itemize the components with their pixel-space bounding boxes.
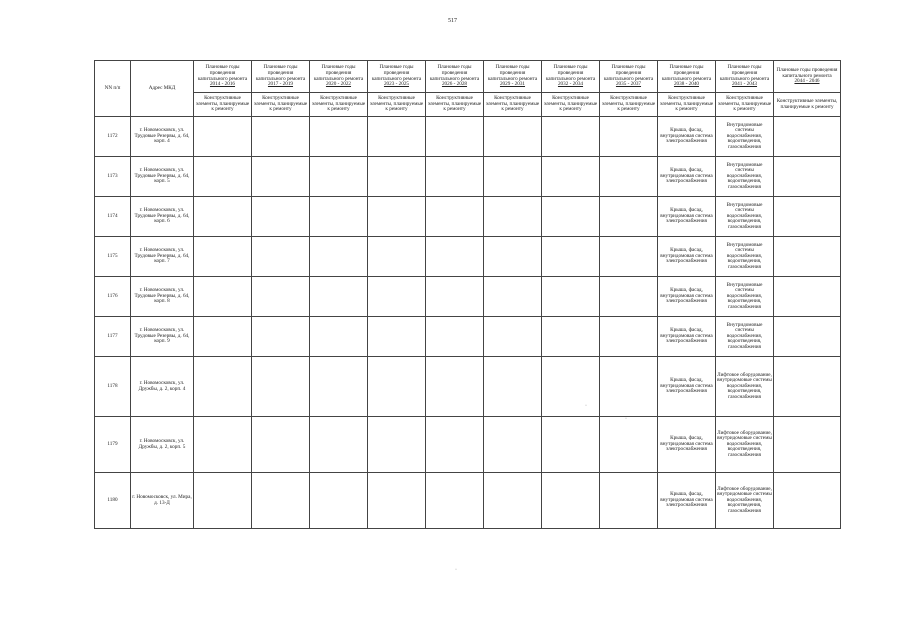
kind-header: Конструктивные элементы, планируемые к ремонту bbox=[716, 93, 774, 117]
empty-work-cell bbox=[426, 237, 484, 277]
table-body bbox=[95, 117, 841, 529]
kind-header: Конструктивные элементы, планируемые к ремонту bbox=[252, 93, 310, 117]
empty-work-cell bbox=[426, 277, 484, 317]
empty-work-cell bbox=[252, 473, 310, 529]
empty-work-cell bbox=[426, 317, 484, 357]
row-address: г. Новомосковск, ул. Трудовые Резервы, д. 64, корп. 6 bbox=[131, 197, 194, 237]
table-row bbox=[95, 277, 841, 317]
empty-work-cell bbox=[426, 357, 484, 417]
period-years: 2014 - 2016 bbox=[209, 81, 236, 88]
empty-work-cell bbox=[774, 197, 841, 237]
period-years: 2029 - 2031 bbox=[499, 81, 526, 88]
empty-work-cell bbox=[484, 237, 542, 277]
work-2041-2043: Внутридомовые системы водоснабжения, водоотведения, газоснабжения bbox=[716, 237, 774, 277]
kind-header: Конструктивные элементы, планируемые к ремонту bbox=[426, 93, 484, 117]
work-2041-2043: Внутридомовые системы водоснабжения, водоотведения, газоснабжения bbox=[716, 157, 774, 197]
empty-work-cell bbox=[368, 317, 426, 357]
empty-work-cell bbox=[484, 357, 542, 417]
empty-work-cell bbox=[542, 197, 600, 237]
table-row bbox=[95, 117, 841, 157]
empty-work-cell bbox=[426, 157, 484, 197]
kind-header: Конструктивные элементы, планируемые к ремонту bbox=[484, 93, 542, 117]
row-address: г. Новомосковск, ул. Трудовые Резервы, д. 64, корп. 4 bbox=[131, 117, 194, 157]
empty-work-cell bbox=[426, 117, 484, 157]
empty-work-cell bbox=[484, 157, 542, 197]
period-label: Плановые годы проведения капитального ремонта bbox=[719, 64, 770, 82]
empty-work-cell bbox=[774, 473, 841, 529]
work-2041-2043: Внутридомовые системы водоснабжения, водоотведения, газоснабжения bbox=[716, 197, 774, 237]
empty-work-cell bbox=[252, 237, 310, 277]
row-number: 1178 bbox=[95, 357, 131, 417]
row-address: г. Новомосковск, ул. Мира, д. 13-Д bbox=[131, 473, 194, 529]
kind-header: Конструктивные элементы, планируемые к ремонту bbox=[542, 93, 600, 117]
work-2038-2040: Крыша, фасад, внутридомовая система электроснабжения bbox=[658, 117, 716, 157]
empty-work-cell bbox=[600, 417, 658, 473]
empty-work-cell bbox=[774, 277, 841, 317]
period-header bbox=[426, 61, 484, 93]
row-address: г. Новомосковск, ул. Трудовые Резервы, д. 64, корп. 8 bbox=[131, 277, 194, 317]
row-address: г. Новомосковск, ул. Дружбы, д. 2, корп. 4 bbox=[131, 357, 194, 417]
empty-work-cell bbox=[252, 317, 310, 357]
empty-work-cell bbox=[194, 317, 252, 357]
empty-work-cell bbox=[368, 237, 426, 277]
empty-work-cell bbox=[484, 197, 542, 237]
empty-work-cell bbox=[252, 417, 310, 473]
empty-work-cell bbox=[600, 157, 658, 197]
period-label: Плановые годы проведения капитального ремонта bbox=[487, 64, 538, 82]
work-2038-2040: Крыша, фасад, внутридомовая система электроснабжения bbox=[658, 357, 716, 417]
address-column-header: Адрес МКД bbox=[131, 61, 194, 117]
row-number: 1173 bbox=[95, 157, 131, 197]
empty-work-cell bbox=[252, 277, 310, 317]
row-number: 1175 bbox=[95, 237, 131, 277]
empty-work-cell bbox=[194, 237, 252, 277]
period-label: Плановые годы проведения капитального ремонта bbox=[776, 67, 838, 79]
empty-work-cell bbox=[310, 237, 368, 277]
period-label: Плановые годы проведения капитального ремонта bbox=[197, 64, 248, 82]
empty-work-cell bbox=[542, 473, 600, 529]
period-years: 2032 - 2034 bbox=[557, 81, 584, 88]
empty-work-cell bbox=[194, 357, 252, 417]
empty-work-cell bbox=[774, 157, 841, 197]
row-address: г. Новомосковск, ул. Трудовые Резервы, д. 64, корп. 5 bbox=[131, 157, 194, 197]
kind-header: Конструктивные элементы, планируемые к ремонту bbox=[194, 93, 252, 117]
empty-work-cell bbox=[542, 277, 600, 317]
work-2038-2040: Крыша, фасад, внутридомовая система электроснабжения bbox=[658, 473, 716, 529]
period-header bbox=[252, 61, 310, 93]
period-label: Плановые годы проведения капитального ремонта bbox=[661, 64, 712, 82]
empty-work-cell bbox=[368, 357, 426, 417]
empty-work-cell bbox=[368, 417, 426, 473]
empty-work-cell bbox=[310, 157, 368, 197]
kind-header: Конструктивные элементы, планируемые к ремонту bbox=[600, 93, 658, 117]
period-years: 2041 - 2043 bbox=[731, 81, 758, 88]
empty-work-cell bbox=[774, 357, 841, 417]
row-address: г. Новомосковск, ул. Трудовые Резервы, д. 64, корп. 9 bbox=[131, 317, 194, 357]
empty-work-cell bbox=[194, 277, 252, 317]
empty-work-cell bbox=[194, 157, 252, 197]
work-2038-2040: Крыша, фасад, внутридомовая система электроснабжения bbox=[658, 277, 716, 317]
empty-work-cell bbox=[194, 417, 252, 473]
empty-work-cell bbox=[484, 117, 542, 157]
empty-work-cell bbox=[368, 473, 426, 529]
work-2038-2040: Крыша, фасад, внутридомовая система электроснабжения bbox=[658, 157, 716, 197]
scan-speck: · bbox=[455, 567, 457, 573]
empty-work-cell bbox=[252, 357, 310, 417]
empty-work-cell bbox=[310, 357, 368, 417]
period-years: 2044 - 2046 bbox=[794, 78, 820, 85]
work-2038-2040: Крыша, фасад, внутридомовая система электроснабжения bbox=[658, 317, 716, 357]
empty-work-cell bbox=[310, 417, 368, 473]
period-label: Плановые годы проведения капитального ремонта bbox=[603, 64, 654, 82]
empty-work-cell bbox=[600, 473, 658, 529]
empty-work-cell bbox=[774, 117, 841, 157]
empty-work-cell bbox=[600, 277, 658, 317]
table-row bbox=[95, 197, 841, 237]
period-years: 2023 - 2025 bbox=[383, 81, 410, 88]
empty-work-cell bbox=[310, 277, 368, 317]
empty-work-cell bbox=[252, 157, 310, 197]
empty-work-cell bbox=[194, 197, 252, 237]
empty-work-cell bbox=[484, 417, 542, 473]
work-2041-2043: Внутридомовые системы водоснабжения, водоотведения, газоснабжения bbox=[716, 277, 774, 317]
empty-work-cell bbox=[252, 197, 310, 237]
work-2038-2040: Крыша, фасад, внутридомовая система электроснабжения bbox=[658, 237, 716, 277]
row-address: г. Новомосковск, ул. Дружбы, д. 2, корп. 5 bbox=[131, 417, 194, 473]
period-header bbox=[658, 61, 716, 93]
empty-work-cell bbox=[484, 317, 542, 357]
empty-work-cell bbox=[310, 473, 368, 529]
empty-work-cell bbox=[542, 157, 600, 197]
row-number: 1180 bbox=[95, 473, 131, 529]
work-2038-2040: Крыша, фасад, внутридомовая система электроснабжения bbox=[658, 197, 716, 237]
period-label: Плановые годы проведения капитального ремонта bbox=[545, 64, 596, 82]
period-label: Плановые годы проведения капитального ремонта bbox=[255, 64, 306, 82]
period-header bbox=[716, 61, 774, 93]
row-number: 1176 bbox=[95, 277, 131, 317]
row-number: 1174 bbox=[95, 197, 131, 237]
period-header bbox=[368, 61, 426, 93]
empty-work-cell bbox=[194, 117, 252, 157]
empty-work-cell bbox=[310, 117, 368, 157]
empty-work-cell bbox=[310, 317, 368, 357]
table-row bbox=[95, 417, 841, 473]
period-years: 2017 - 2019 bbox=[267, 81, 294, 88]
empty-work-cell bbox=[426, 473, 484, 529]
period-header bbox=[484, 61, 542, 93]
empty-work-cell bbox=[484, 277, 542, 317]
empty-work-cell bbox=[542, 237, 600, 277]
table-row bbox=[95, 317, 841, 357]
row-address: г. Новомосковск, ул. Трудовые Резервы, д. 64, корп. 7 bbox=[131, 237, 194, 277]
work-2041-2043: Лифтовое оборудование, внутридомовые системы водоснабжения, водоотведения, газоснабжения bbox=[716, 417, 774, 473]
period-years: 2035 - 2037 bbox=[615, 81, 642, 88]
period-header bbox=[774, 61, 841, 93]
empty-work-cell bbox=[600, 317, 658, 357]
period-years: 2020 - 2022 bbox=[325, 81, 352, 88]
empty-work-cell bbox=[310, 197, 368, 237]
period-header bbox=[600, 61, 658, 93]
period-header bbox=[542, 61, 600, 93]
header-kind-row bbox=[95, 93, 841, 117]
period-header bbox=[194, 61, 252, 93]
empty-work-cell bbox=[542, 357, 600, 417]
table-row bbox=[95, 473, 841, 529]
empty-work-cell bbox=[194, 473, 252, 529]
table-row bbox=[95, 237, 841, 277]
empty-work-cell bbox=[368, 197, 426, 237]
scan-speck: · bbox=[585, 403, 587, 409]
work-2041-2043: Лифтовое оборудование, внутридомовые системы водоснабжения, водоотведения, газоснабжения bbox=[716, 357, 774, 417]
table-row bbox=[95, 357, 841, 417]
kind-header: Конструктивные элементы, планируемые к ремонту bbox=[310, 93, 368, 117]
period-years: 2026 - 2028 bbox=[441, 81, 468, 88]
work-2041-2043: Лифтовое оборудование, внутридомовые системы водоснабжения, водоотведения, газоснабжения bbox=[716, 473, 774, 529]
kind-header: Конструктивные элементы, планируемые к ремонту bbox=[774, 93, 841, 117]
empty-work-cell bbox=[368, 277, 426, 317]
row-number: 1177 bbox=[95, 317, 131, 357]
work-2038-2040: Крыша, фасад, внутридомовая система электроснабжения bbox=[658, 417, 716, 473]
empty-work-cell bbox=[252, 117, 310, 157]
empty-work-cell bbox=[600, 117, 658, 157]
empty-work-cell bbox=[484, 473, 542, 529]
work-2041-2043: Внутридомовые системы водоснабжения, водоотведения, газоснабжения bbox=[716, 117, 774, 157]
capital-repair-table bbox=[94, 60, 841, 529]
empty-work-cell bbox=[368, 117, 426, 157]
period-label: Плановые годы проведения капитального ремонта bbox=[429, 64, 480, 82]
num-column-header: NN п/п bbox=[95, 61, 131, 117]
kind-header: Конструктивные элементы, планируемые к ремонту bbox=[658, 93, 716, 117]
empty-work-cell bbox=[426, 417, 484, 473]
table-row bbox=[95, 157, 841, 197]
period-label: Плановые годы проведения капитального ремонта bbox=[313, 64, 364, 82]
empty-work-cell bbox=[368, 157, 426, 197]
empty-work-cell bbox=[600, 357, 658, 417]
row-number: 1172 bbox=[95, 117, 131, 157]
period-header bbox=[310, 61, 368, 93]
scan-speck: · bbox=[625, 416, 627, 422]
period-label: Плановые годы проведения капитального ремонта bbox=[371, 64, 422, 82]
empty-work-cell bbox=[426, 197, 484, 237]
empty-work-cell bbox=[774, 417, 841, 473]
empty-work-cell bbox=[542, 417, 600, 473]
empty-work-cell bbox=[600, 197, 658, 237]
empty-work-cell bbox=[600, 237, 658, 277]
work-2041-2043: Внутридомовые системы водоснабжения, водоотведения, газоснабжения bbox=[716, 317, 774, 357]
empty-work-cell bbox=[542, 317, 600, 357]
empty-work-cell bbox=[774, 237, 841, 277]
row-number: 1179 bbox=[95, 417, 131, 473]
empty-work-cell bbox=[774, 317, 841, 357]
period-years: 2038 - 2040 bbox=[673, 81, 700, 88]
page-number: 517 bbox=[448, 18, 457, 24]
header-period-row bbox=[95, 61, 841, 93]
kind-header: Конструктивные элементы, планируемые к ремонту bbox=[368, 93, 426, 117]
empty-work-cell bbox=[542, 117, 600, 157]
